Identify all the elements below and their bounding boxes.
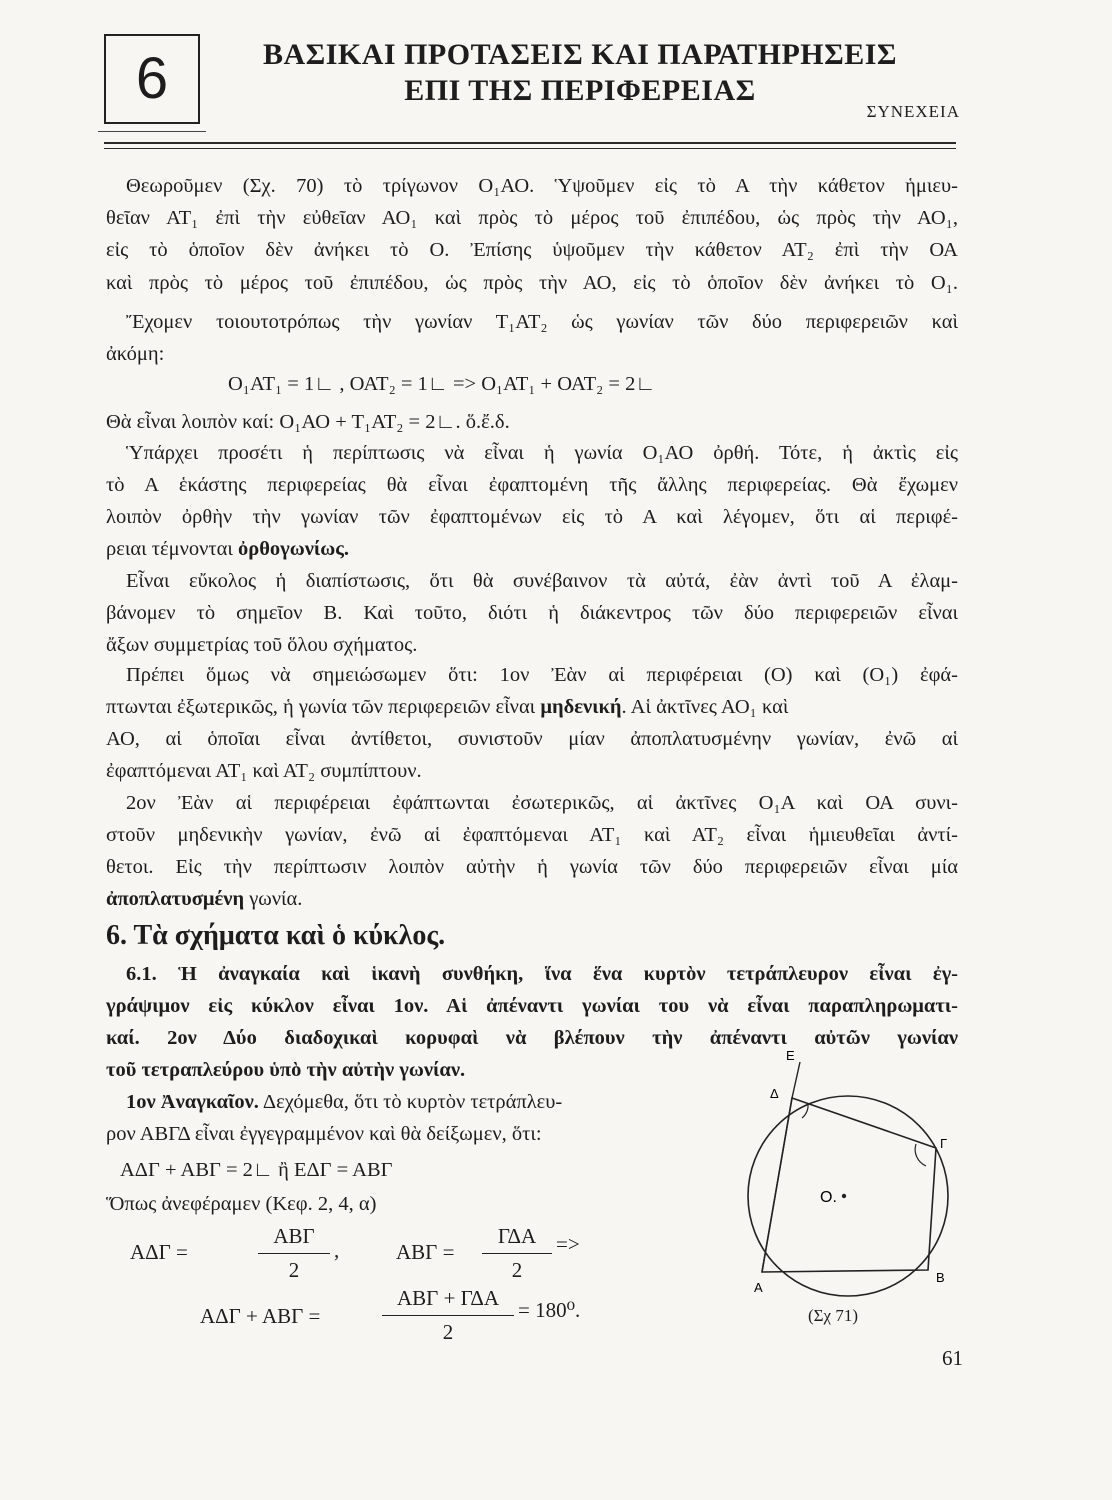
body-line: Ἔχομεν τοιουτοτρόπως τὴν γωνίαν Τ₁ΑΤ₂ ὡς γωνίαν τῶν δύο περιφερειῶν καὶ (126, 311, 958, 333)
chapter-title-line-1: ΒΑΣΙΚΑΙ ΠΡΟΤΑΣΕΙΣ ΚΑΙ ΠΑΡΑΤΗΡΗΣΕΙΣ (262, 38, 898, 71)
theorem-line: 6.1. Ἡ ἀναγκαία καὶ ἱκανὴ συνθήκη, ἵνα ἕνα κυρτὸν τετράπλευρον εἶναι ἐγ- (126, 963, 958, 985)
body-line: βάνομεν τὸ σημεῖον Β. Καὶ τοῦτο, διότι ἡ διάκεντρος τῶν δύο περιφερειῶν εἶναι (106, 602, 958, 624)
body-line: Πρέπει ὅμως νὰ σημειώσωμεν ὅτι: 1ον Ἐὰν αἱ περιφέρειαι (Ο) καὶ (Ο₁) ἐφά- (126, 664, 958, 686)
fraction (382, 1288, 514, 1343)
body-line: εἰς τὸ ὁποῖον δὲν ἀνήκει τὸ Ο. Ἐπίσης ὑψοῦμεν τὴν κάθετον ΑΤ₂ ἐπὶ τὴν ΟΑ (106, 239, 958, 261)
proof-line: Ὅπως ἀνεφέραμεν (Κεφ. 2, 4, α) (106, 1193, 377, 1215)
label-e: E (786, 1048, 795, 1063)
body-line: καὶ πρὸς τὸ μέρος τοῦ ἐπιπέδου, ὡς πρὸς τὴν ΑΟ, εἰς τὸ ὁποῖον δὲν ἀνήκει τὸ Ο₁. (106, 272, 958, 294)
body-line: Ὑπάρχει προσέτι ἡ περίπτωσις νὰ εἶναι ἡ γωνία Ο₁ΑΟ ὀρθή. Τότε, ἡ ἀκτὶς εἰς (126, 442, 958, 464)
fraction-denominator: 2 (288, 1258, 300, 1282)
proof-line: ρον ΑΒΓΔ εἶναι ἐγγεγραμμένον καὶ θὰ δείξωμεν, ὅτι: (106, 1123, 542, 1145)
label-b: B (936, 1270, 945, 1285)
chapter-number-box (104, 34, 200, 124)
equation-rhs: = 180⁰. (518, 1298, 581, 1322)
fraction-numerator: ΑΒΓ (258, 1226, 330, 1254)
angle-arc (915, 1144, 926, 1166)
fraction-denominator: 2 (511, 1258, 523, 1282)
figure-inscribed-quadrilateral (740, 1048, 970, 1318)
fraction-numerator: ΑΒΓ + ΓΔΑ (382, 1288, 514, 1316)
body-line (106, 697, 958, 718)
bold-term-zero: μηδενική (540, 696, 622, 718)
side-ad (762, 1098, 792, 1272)
body-line: Εἶναι εὔκολος ἡ διαπίστωσις, ὅτι θὰ συνέβαινον τὰ αὐτά, ἐὰν ἀντὶ τοῦ Α ἐλαμ- (126, 570, 958, 592)
proof-text: Δεχόμεθα, ὅτι τὸ κυρτὸν τετράπλευ- (258, 1091, 563, 1113)
circumcircle (748, 1096, 948, 1296)
bold-term-orthogonal: ὀρθογωνίως. (237, 538, 350, 560)
section-title: 6. Τὰ σχήματα καὶ ὁ κύκλος. (106, 920, 446, 951)
body-line: ἐφαπτόμεναι ΑΤ₁ καὶ ΑΤ₂ συμπίπτουν. (106, 760, 422, 782)
chapter-number: 6 (135, 46, 169, 111)
equation-comma: , (334, 1238, 340, 1262)
equation-arrow: => (556, 1232, 580, 1256)
body-line (106, 889, 958, 910)
fraction-numerator: ΓΔΑ (482, 1226, 552, 1254)
extension-line (792, 1062, 800, 1098)
equation-line: Ο₁ΑΤ₁ = 1∟ , ΟΑΤ₂ = 1∟ => Ο₁ΑΤ₁ + ΟΑΤ₂ = 2∟ (228, 373, 656, 395)
chapter-title-line-2: ΕΠΙ ΤΗΣ ΠΕΡΙΦΕΡΕΙΑΣ (404, 74, 756, 107)
bold-term-straight: ἀποπλατυσμένη (106, 888, 245, 910)
label-o: O. (820, 1189, 837, 1206)
proof-label: 1ον Ἀναγκαῖον. (126, 1091, 259, 1113)
continued-label: ΣΥΝΕΧΕΙΑ (866, 102, 960, 121)
body-line: Θὰ εἶναι λοιπὸν καί: Ο₁ΑΟ + Τ₁ΑΤ₂ = 2∟. ὅ.ἔ.δ. (106, 411, 510, 433)
header-rule-thin (104, 148, 956, 149)
equation-lhs: ΑΔΓ + ΑΒΓ = (200, 1304, 321, 1328)
body-line: τὸ Α ἑκάστης περιφερείας θὰ εἶναι ἐφαπτομένη τῆς ἄλλης περιφερείας. Θὰ ἔχωμεν (106, 474, 958, 496)
fraction (258, 1226, 330, 1281)
fraction (482, 1226, 552, 1281)
fraction-denominator: 2 (442, 1320, 454, 1344)
center-point (842, 1194, 846, 1198)
body-line: ΑΟ, αἱ ὁποῖαι εἶναι ἀντίθετοι, συνιστοῦν μίαν ἀποπλατυσμένην γωνίαν, ἐνῶ αἱ (106, 728, 958, 750)
body-text: ρειαι τέμνονται (106, 538, 238, 560)
body-line: θετοι. Εἰς τὴν περίπτωσιν λοιπὸν αὐτὴν ἡ γωνία τῶν δύο περιφερειῶν εἶναι μία (106, 856, 958, 878)
body-line: στοῦν μηδενικὴν γωνίαν, ἐνῶ αἱ ἐφαπτόμεναι ΑΤ₁ καὶ ΑΤ₂ εἶναι ἡμιευθεῖαι ἀντί- (106, 824, 958, 846)
theorem-line: καί. 2ον Δύο διαδοχικαὶ κορυφαὶ νὰ βλέπουν τὴν ἀπέναντι αὐτῶν γωνίαν (106, 1027, 958, 1049)
equation-line: ΑΔΓ + ΑΒΓ = 2∟ ἢ ΕΔΓ = ΑΒΓ (120, 1159, 393, 1181)
body-text: γωνία. (244, 888, 303, 910)
theorem-line: γράψιμον εἰς κύκλον εἶναι 1ον. Αἱ ἀπέναντι γωνίαι του νὰ εἶναι παραπληρωματι- (106, 995, 958, 1017)
figure-caption: (Σχ 71) (808, 1306, 859, 1325)
body-text: . Αἱ ἀκτῖνες ΑΟ₁ καὶ (621, 696, 789, 718)
body-line: λοιπὸν ὀρθὴν τὴν γωνίαν τῶν ἐφαπτομένων εἰς τὸ Α καὶ λέγομεν, ὅτι αἱ περιφέ- (106, 506, 958, 528)
label-delta: Δ (770, 1086, 779, 1101)
body-line: 2ον Ἐὰν αἱ περιφέρειαι ἐφάπτωνται ἐσωτερικῶς, αἱ ἀκτῖνες Ο₁Α καὶ ΟΑ συνι- (126, 792, 958, 814)
body-line: ἀκόμη: (106, 343, 165, 365)
body-line (106, 539, 958, 560)
page-number: 61 (942, 1346, 963, 1370)
body-line: Θεωροῦμεν (Σχ. 70) τὸ τρίγωνον Ο₁ΑΟ. Ὑψοῦμεν εἰς τὸ Α τὴν κάθετον ἡμιευ- (126, 175, 958, 197)
theorem-line: τοῦ τετραπλεύρου ὑπὸ τὴν αὐτὴν γωνίαν. (106, 1059, 466, 1081)
proof-line (126, 1092, 726, 1113)
body-text: πτωνται ἐξωτερικῶς, ἡ γωνία τῶν περιφερειῶν εἶναι (106, 696, 541, 718)
label-a: A (754, 1280, 763, 1295)
label-gamma: Γ (940, 1136, 948, 1151)
equation-lhs: ΑΔΓ = (130, 1240, 188, 1264)
header-rule (104, 142, 956, 144)
body-line: ἄξων συμμετρίας τοῦ ὅλου σχήματος. (106, 634, 418, 656)
body-line: θεῖαν ΑΤ₁ ἐπὶ τὴν εὐθεῖαν ΑΟ₁ καὶ πρὸς τὸ μέρος τοῦ ἐπιπέδου, ὡς πρὸς τὴν ΑΟ₁, (106, 207, 958, 229)
equation-lhs: ΑΒΓ = (396, 1240, 455, 1264)
